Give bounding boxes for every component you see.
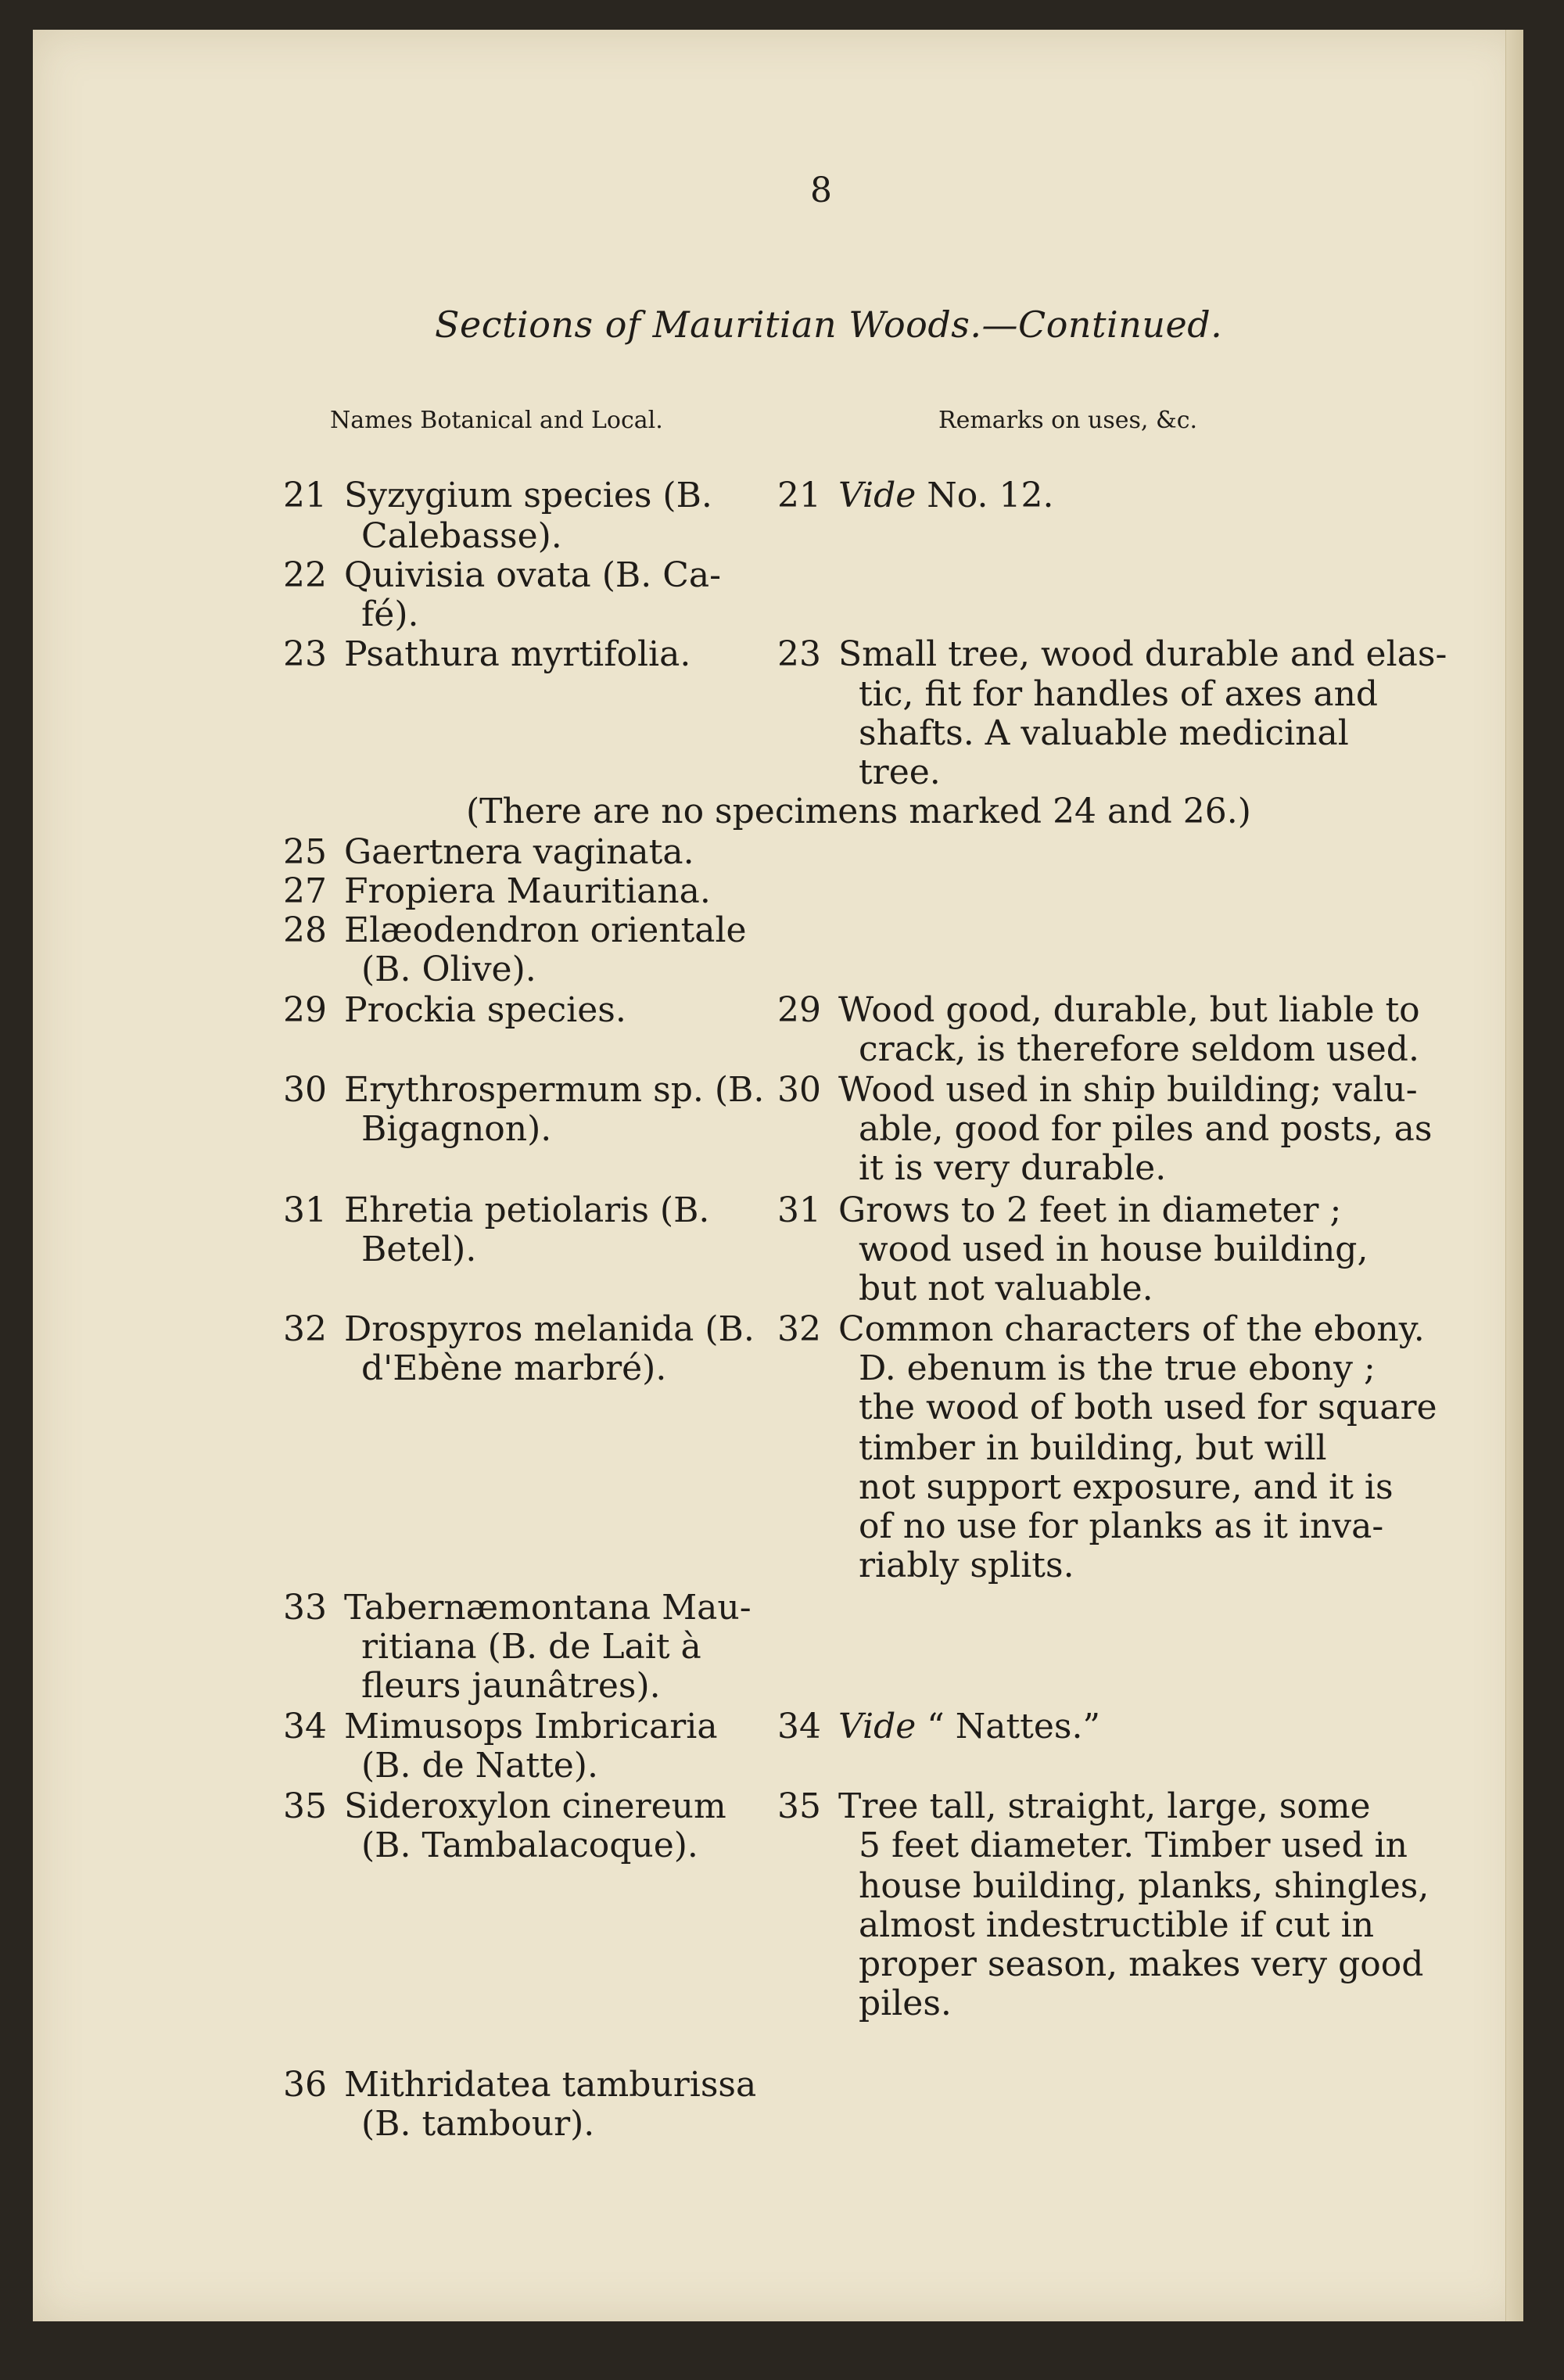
missing-specimens-note: (There are no specimens marked 24 and 26.): [466, 792, 1251, 831]
entry-name-line: Sideroxylon cinereum: [344, 1786, 726, 1826]
entry-number: 30: [283, 1070, 327, 1110]
entry-name-line: Drospyros melanida (B.: [344, 1309, 755, 1349]
entry-number: 28: [283, 910, 327, 950]
remark-line: almost indestructible if cut in: [859, 1905, 1375, 1945]
remark-line: tic, fit for handles of axes and: [859, 674, 1379, 714]
remark-number: 30: [777, 1070, 821, 1110]
entry-number: 22: [283, 555, 327, 595]
remark-line: Vide “ Nattes.”: [838, 1707, 1100, 1746]
entry-name-line: Fropiera Mauritiana.: [344, 871, 711, 911]
remark-line: of no use for planks as it inva-: [859, 1506, 1384, 1546]
section-title: Sections of Mauritian Woods.—Continued.: [435, 303, 1223, 346]
entry-name-line: (B. Tambalacoque).: [361, 1825, 698, 1865]
entry-name-line: Elæodendron orientale: [344, 910, 747, 950]
entry-number: 23: [283, 634, 327, 674]
entry-name-line: d'Ebène marbré).: [361, 1348, 667, 1388]
entry-name-line: Mimusops Imbricaria: [344, 1707, 718, 1746]
entry-name-line: Gaertnera vaginata.: [344, 832, 694, 872]
entry-number: 32: [283, 1309, 327, 1349]
remark-line: 5 feet diameter. Timber used in: [859, 1825, 1408, 1865]
remark-line: shafts. A valuable medicinal: [859, 713, 1349, 753]
entry-name-line: (B. de Natte).: [361, 1746, 598, 1786]
entry-name-line: Ehretia petiolaris (B.: [344, 1190, 710, 1230]
remark-line: crack, is therefore seldom used.: [859, 1029, 1419, 1069]
entry-number: 36: [283, 2065, 327, 2105]
entry-number: 31: [283, 1190, 327, 1230]
entry-name-line: Bigagnon).: [361, 1109, 552, 1149]
remark-line: piles.: [859, 1983, 952, 2023]
remark-line: D. ebenum is the true ebony ;: [859, 1348, 1376, 1388]
remark-line: not support exposure, and it is: [859, 1467, 1394, 1507]
remark-line: Vide No. 12.: [838, 476, 1054, 515]
entry-number: 27: [283, 871, 327, 911]
entry-name-line: Calebasse).: [361, 516, 562, 556]
entry-name-line: Syzygium species (B.: [344, 476, 712, 515]
entry-number: 25: [283, 832, 327, 872]
remark-line: Small tree, wood durable and elas-: [838, 634, 1447, 674]
entry-number: 21: [283, 476, 327, 515]
paper-edge: [1505, 30, 1523, 2321]
entry-number: 34: [283, 1707, 327, 1746]
remark-line: wood used in house building,: [859, 1229, 1368, 1269]
entry-name-line: Psathura myrtifolia.: [344, 634, 691, 674]
entry-name-line: Tabernæmontana Mau-: [344, 1588, 752, 1628]
remark-line: timber in building, but will: [859, 1428, 1327, 1468]
column-header-names: Names Botanical and Local.: [330, 407, 663, 434]
entry-name-line: Betel).: [361, 1229, 477, 1269]
remark-line: tree.: [859, 752, 941, 792]
remark-line: but not valuable.: [859, 1269, 1153, 1308]
remark-line: Wood good, durable, but liable to: [838, 990, 1420, 1030]
remark-line: the wood of both used for square: [859, 1387, 1437, 1427]
entry-name-line: Quivisia ovata (B. Ca-: [344, 555, 722, 595]
remark-number: 32: [777, 1309, 821, 1349]
remark-line: house building, planks, shingles,: [859, 1866, 1429, 1906]
column-header-remarks: Remarks on uses, &c.: [938, 407, 1198, 434]
remark-line: Wood used in ship building; valu-: [838, 1070, 1418, 1110]
remark-line: proper season, makes very good: [859, 1944, 1424, 1984]
entry-number: 35: [283, 1786, 327, 1826]
entry-name-line: ritiana (B. de Lait à: [361, 1627, 701, 1667]
remark-line: Common characters of the ebony.: [838, 1309, 1425, 1349]
entry-name-line: (B. Olive).: [361, 949, 536, 989]
remark-number: 29: [777, 990, 821, 1030]
entry-name-line: Erythrospermum sp. (B.: [344, 1070, 765, 1110]
entry-name-line: fé).: [361, 594, 419, 634]
remark-line: it is very durable.: [859, 1148, 1167, 1188]
remark-line: Grows to 2 feet in diameter ;: [838, 1190, 1342, 1230]
remark-number: 21: [777, 476, 821, 515]
entry-name-line: (B. tambour).: [361, 2104, 595, 2144]
entry-name-line: fleurs jaunâtres).: [361, 1666, 661, 1706]
page-number: 8: [810, 171, 832, 210]
remark-number: 23: [777, 634, 821, 674]
entry-name-line: Mithridatea tamburissa: [344, 2065, 757, 2105]
remark-number: 35: [777, 1786, 821, 1826]
entry-name-line: Prockia species.: [344, 990, 626, 1030]
remark-number: 31: [777, 1190, 821, 1230]
remark-number: 34: [777, 1707, 821, 1746]
entry-number: 33: [283, 1588, 327, 1628]
remark-line: able, good for piles and posts, as: [859, 1109, 1433, 1149]
remark-line: riably splits.: [859, 1545, 1074, 1585]
remark-line: Tree tall, straight, large, some: [838, 1786, 1371, 1826]
entry-number: 29: [283, 990, 327, 1030]
